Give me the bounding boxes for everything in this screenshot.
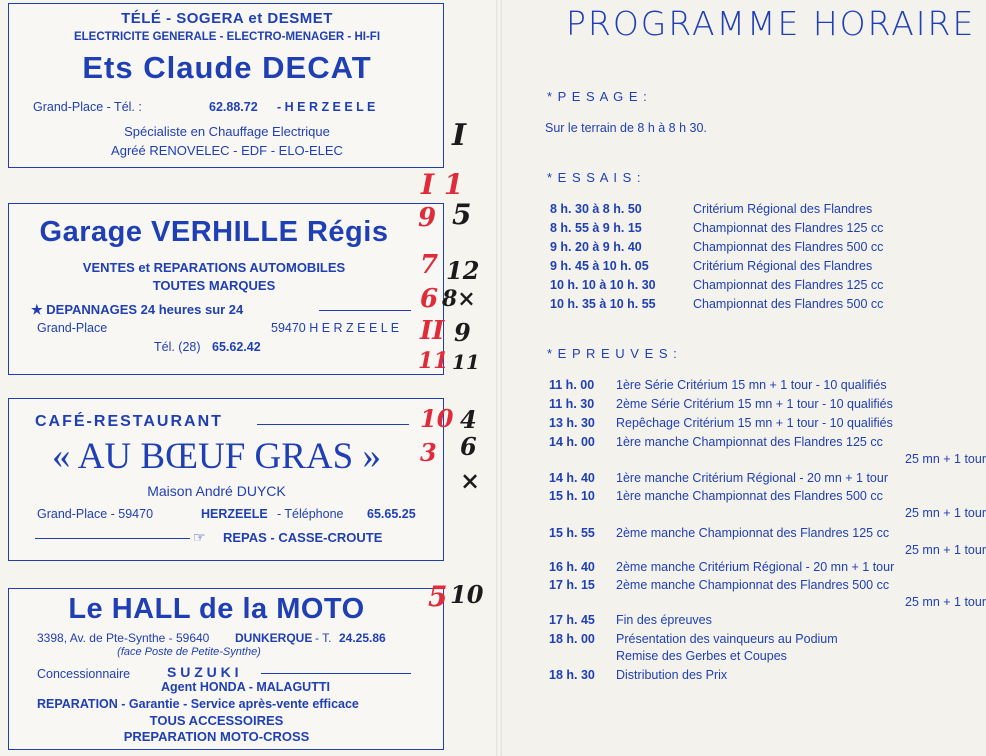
ad-moto-preparation: PREPARATION MOTO-CROSS <box>123 729 310 744</box>
epreuve-time: 18 h. 30 <box>549 668 595 682</box>
ad-boeuf-repas: REPAS - CASSE-CROUTE <box>223 530 383 545</box>
epreuve-time: 15 h. 10 <box>549 489 595 503</box>
handwritten-mark: 6 <box>420 284 439 314</box>
ad-boeuf-gras <box>8 398 444 561</box>
ad-verhille-place: Grand-Place <box>37 321 108 335</box>
epreuve-description: 2ème Série Critérium 15 mn + 1 tour - 10 qualifiés <box>616 397 893 411</box>
handwritten-mark: 6 <box>460 432 477 461</box>
epreuve-description: 2ème manche Championnat des Flandres 500 cc <box>616 578 890 592</box>
essai-description: Critérium Régional des Flandres <box>693 202 873 216</box>
epreuves-title: * E P R E U V E S : <box>547 346 678 361</box>
essai-time: 10 h. 10 à 10 h. 30 <box>550 278 656 292</box>
epreuve-description: 1ère manche Championnat des Flandres 125 cc <box>616 435 883 449</box>
programme-title: PROGRAMME HORAIRE <box>566 4 976 43</box>
handwritten-mark: 11 <box>418 348 449 374</box>
epreuve-description-line2: Remise des Gerbes et Coupes <box>616 649 787 663</box>
pesage-text: Sur le terrain de 8 h à 8 h 30. <box>545 121 707 135</box>
essai-description: Championnat des Flandres 500 cc <box>693 240 884 254</box>
epreuve-description: Présentation des vainqueurs au Podium <box>616 632 838 646</box>
ad-moto-city: DUNKERQUE <box>235 631 313 645</box>
ad-moto-tel-label: - T. <box>315 631 332 645</box>
ad-decat-address: Grand-Place - Tél. : <box>33 100 142 114</box>
handwritten-mark: 7 <box>420 250 439 280</box>
ad-boeuf-town: HERZEELE <box>201 507 268 521</box>
handwritten-mark: 12 <box>446 256 480 285</box>
ad-verhille-line1: VENTES et REPARATIONS AUTOMOBILES <box>82 260 346 275</box>
pesage-title: * P E S A G E : <box>547 89 648 104</box>
epreuve-description: 1ère manche Critérium Régional - 20 mn + 1 tour <box>616 471 889 485</box>
essai-time: 9 h. 20 à 9 h. 40 <box>550 240 642 254</box>
ad-moto-agent: Agent HONDA - MALAGUTTI <box>161 680 330 694</box>
ad-moto-address: 3398, Av. de Pte-Synthe - 59640 <box>37 631 210 645</box>
handwritten-mark: I <box>452 118 467 153</box>
epreuve-description: Fin des épreuves <box>616 613 712 627</box>
ad-decat-line2: ELECTRICITE GENERALE - ELECTRO-MENAGER - HI-FI <box>73 31 381 43</box>
ad-boeuf-tel-label: - Téléphone <box>277 507 344 521</box>
epreuve-time: 18 h. 00 <box>549 632 595 646</box>
epreuve-description: 2ème manche Championnat des Flandres 125 cc <box>616 526 890 540</box>
handwritten-mark: 11 <box>452 350 480 374</box>
essai-description: Championnat des Flandres 500 cc <box>693 297 884 311</box>
epreuve-time: 13 h. 30 <box>549 416 595 430</box>
essai-time: 8 h. 55 à 9 h. 15 <box>550 221 642 235</box>
handwritten-mark: 5 <box>452 198 472 231</box>
essai-time: 9 h. 45 à 10 h. 05 <box>550 259 649 273</box>
ad-boeuf-address: Grand-Place - 59470 <box>37 507 154 521</box>
essai-time: 10 h. 35 à 10 h. 55 <box>550 297 656 311</box>
pointing-hand-icon: ☞ <box>193 529 206 545</box>
ad-verhille-depannage: ★ DEPANNAGES 24 heures sur 24 <box>31 302 244 317</box>
handwritten-mark: I 1 <box>421 168 464 201</box>
epreuve-time: 11 h. 00 <box>549 378 595 392</box>
ad-moto-suzuki: S U Z U K I <box>167 664 239 680</box>
ad-boeuf-owner: Maison André DUYCK <box>147 483 286 499</box>
epreuve-time: 15 h. 55 <box>549 526 595 540</box>
ad-verhille-line2: TOUTES MARQUES <box>152 278 276 293</box>
epreuve-description-line2: 25 mn + 1 tour <box>905 543 986 557</box>
essai-description: Championnat des Flandres 125 cc <box>693 221 884 235</box>
handwritten-mark: 9 <box>418 203 437 233</box>
epreuve-description: Distribution des Prix <box>616 668 728 682</box>
ad-decat-name: Ets Claude DECAT <box>82 50 372 85</box>
handwritten-mark: 3 <box>420 438 437 467</box>
ad-decat-phone: 62.88.72 <box>209 100 258 114</box>
ad-verhille-tel: 65.62.42 <box>212 340 261 354</box>
ad-hall-moto <box>8 588 444 750</box>
essai-description: Championnat des Flandres 125 cc <box>693 278 884 292</box>
ad-boeuf-tel: 65.65.25 <box>367 507 416 521</box>
epreuve-time: 14 h. 00 <box>549 435 595 449</box>
ad-moto-face: (face Poste de Petite-Synthe) <box>117 646 261 658</box>
epreuve-time: 17 h. 45 <box>549 613 595 627</box>
ad-boeuf-header: CAFÉ-RESTAURANT <box>35 413 223 430</box>
ad-moto-tel: 24.25.86 <box>339 631 386 645</box>
epreuve-time: 16 h. 40 <box>549 560 595 574</box>
ad-moto-reparation: REPARATION - Garantie - Service après-vente efficace <box>37 697 359 711</box>
handwritten-mark: 4 <box>460 405 477 434</box>
ad-decat-line1: TÉLÉ - SOGERA et DESMET <box>121 10 333 27</box>
epreuve-description: Repêchage Critérium 15 mn + 1 tour - 10 qualifiés <box>616 416 893 430</box>
epreuve-description: 1ère Série Critérium 15 mn + 1 tour - 10 qualifiés <box>616 378 887 392</box>
ad-verhille-rule <box>319 310 411 311</box>
epreuve-time: 11 h. 30 <box>549 397 595 411</box>
epreuve-description: 1ère manche Championnat des Flandres 500 cc <box>616 489 883 503</box>
ad-boeuf-name: « AU BŒUF GRAS » <box>52 436 381 477</box>
handwritten-mark: 9 <box>454 318 471 347</box>
ad-verhille <box>8 203 444 375</box>
epreuve-description: 2ème manche Critérium Régional - 20 mn + 1 tour <box>616 560 895 574</box>
handwritten-mark: 8× <box>442 286 476 312</box>
ad-boeuf-rule-top <box>257 424 409 425</box>
epreuve-time: 17 h. 15 <box>549 578 595 592</box>
ad-moto-accessoires: TOUS ACCESSOIRES <box>149 713 284 728</box>
page-fold <box>496 0 502 756</box>
ad-moto-name: Le HALL de la MOTO <box>68 593 365 625</box>
ad-decat-town: - H E R Z E E L E <box>277 100 376 114</box>
essai-time: 8 h. 30 à 8 h. 50 <box>550 202 642 216</box>
ad-verhille-tel-label: Tél. (28) <box>154 340 201 354</box>
handwritten-mark: 10 <box>420 404 454 433</box>
handwritten-mark: II <box>420 316 445 346</box>
essai-description: Critérium Régional des Flandres <box>693 259 873 273</box>
epreuve-description-line2: 25 mn + 1 tour <box>905 595 986 609</box>
epreuve-description-line2: 25 mn + 1 tour <box>905 452 986 466</box>
ad-verhille-town: 59470 H E R Z E E L E <box>271 321 400 335</box>
ad-moto-conc: Concessionnaire <box>37 667 131 681</box>
handwritten-mark: 5 <box>428 580 448 613</box>
handwritten-mark: × <box>460 466 481 495</box>
ad-decat-spec1: Spécialiste en Chauffage Electrique <box>124 124 330 139</box>
epreuve-time: 14 h. 40 <box>549 471 595 485</box>
ad-decat <box>8 3 444 168</box>
ad-decat-spec2: Agréé RENOVELEC - EDF - ELO-ELEC <box>111 143 343 158</box>
ad-verhille-name: Garage VERHILLE Régis <box>39 216 389 248</box>
handwritten-mark: 10 <box>450 580 484 609</box>
essais-title: * E S S A I S : <box>547 170 642 185</box>
ad-boeuf-rule-bottom <box>35 538 190 539</box>
ad-moto-rule <box>261 673 411 674</box>
epreuve-description-line2: 25 mn + 1 tour <box>905 506 986 520</box>
